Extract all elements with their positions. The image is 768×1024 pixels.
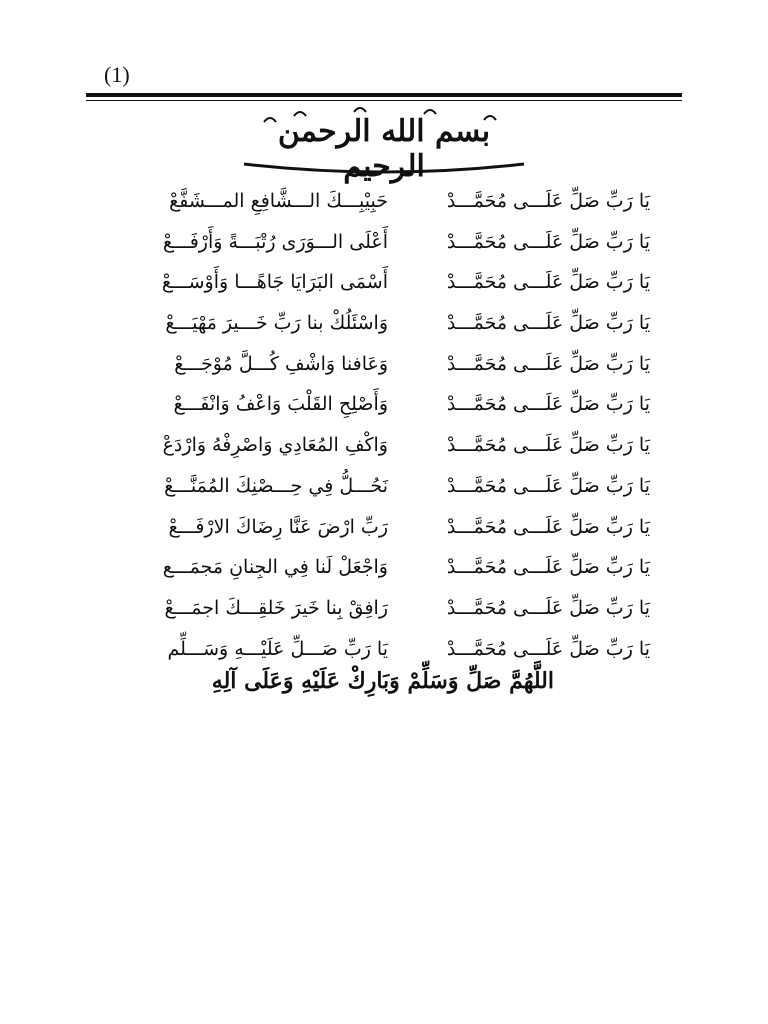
closing-salutation: اللَّهُمَّ صَلِّ وَسَلِّمْ وَبَارِكْ عَلَيْهِ وَعَلَى آلِهِ — [211, 668, 554, 694]
verse-line: رَافِقْ بِنا خَيرَ خَلقِـــكَ اجمَـــعْ — [164, 596, 388, 619]
verse-line: وَعَافنا وَاشْفِ كُـــلَّ مُوْجَـــعْ — [174, 352, 388, 375]
verse-line: وَاجْعَلْ لَنا فِي الجِنانِ مَجمَـــع — [162, 556, 388, 579]
verse-refrain: يَا رَبِّ صَلِّ عَلَـــى مُحَمَّـــدْ — [446, 312, 650, 335]
verse-line: أَسْمَى البَرَايَا جَاهًـــا وَأَوْسَـــعْ — [161, 271, 388, 294]
verse-line: وَأَصْلِحِ القَلْبَ وَاعْفُ وَانْفَـــعْ — [173, 393, 388, 416]
verse-line: نَحُـــلُّ فِي حِـــصْنِكَ المُمَنَّـــعْ — [164, 474, 388, 497]
verse-row — [0, 471, 768, 512]
basmala-text: بسم الله الرحمن الرحيم — [277, 114, 491, 184]
verse-line: وَاكْفِ المُعَادِي وَاصْرِفْهُ وَارْدَعْ — [162, 434, 388, 457]
verse-refrain: يَا رَبِّ صَلِّ عَلَـــى مُحَمَّـــدْ — [446, 596, 650, 619]
header-rule-thick — [86, 93, 682, 97]
verse-refrain: يَا رَبِّ صَلِّ عَلَـــى مُحَمَّـــدْ — [446, 515, 650, 538]
verse-refrain: يَا رَبِّ صَلِّ عَلَـــى مُحَمَّـــدْ — [446, 393, 650, 416]
verse-line: أَعْلَى الـــوَرَى رُتْبَـــةً وَأَرْفَـــعْ — [162, 230, 388, 253]
verse-refrain: يَا رَبِّ صَلِّ عَلَـــى مُحَمَّـــدْ — [446, 230, 650, 253]
verse-refrain: يَا رَبِّ صَلِّ عَلَـــى مُحَمَّـــدْ — [446, 271, 650, 294]
verse-row — [0, 430, 768, 471]
verse-row — [0, 512, 768, 553]
verse-row — [0, 389, 768, 430]
verse-row — [0, 349, 768, 390]
verse-line: رَبِّ ارْضَ عَنَّا رِضَاكَ الارْفَـــعْ — [168, 515, 388, 538]
verse-row — [0, 552, 768, 593]
verse-row — [0, 308, 768, 349]
verse-row — [0, 186, 768, 227]
verse-refrain: يَا رَبِّ صَلِّ عَلَـــى مُحَمَّـــدْ — [446, 474, 650, 497]
poem-verses — [0, 186, 768, 674]
verse-line: وَاسْئَلُكْ بنا رَبِّ خَـــيرَ مَهْيَـــعْ — [165, 312, 388, 335]
page-number: (1) — [104, 62, 130, 87]
verse-refrain: يَا رَبِّ صَلِّ عَلَـــى مُحَمَّـــدْ — [446, 190, 650, 212]
verse-refrain: يَا رَبِّ صَلِّ عَلَـــى مُحَمَّـــدْ — [446, 556, 650, 579]
verse-refrain: يَا رَبِّ صَلِّ عَلَـــى مُحَمَّـــدْ — [446, 434, 650, 457]
basmala-calligraphy — [234, 102, 534, 184]
header-rule-thin — [86, 100, 682, 101]
verse-row — [0, 593, 768, 634]
verse-row — [0, 267, 768, 308]
verse-line: حَبِيْبِـــكَ الـــشَّافِعِ المـــشَفَّعْ — [169, 190, 388, 212]
verse-row — [0, 227, 768, 268]
verse-refrain: يَا رَبِّ صَلِّ عَلَـــى مُحَمَّـــدْ — [446, 352, 650, 375]
verse-line: يَا رَبِّ صَـــلِّ عَلَيْـــهِ وَسَـــلِّم — [167, 637, 388, 660]
verse-refrain: يَا رَبِّ صَلِّ عَلَـــى مُحَمَّـــدْ — [446, 637, 650, 660]
